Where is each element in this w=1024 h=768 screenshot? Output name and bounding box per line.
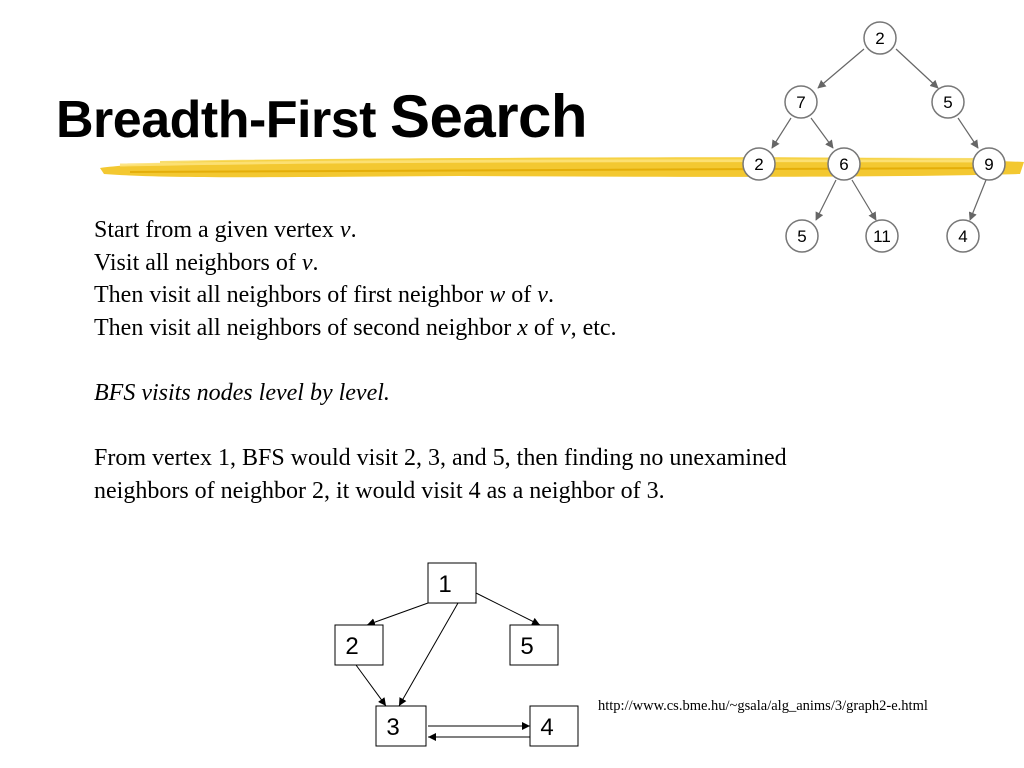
text-line: Then visit all neighbors of first neighbor w of v.	[94, 282, 554, 309]
tree-edge-2-5	[896, 49, 938, 88]
tree-edge-2-7	[818, 49, 864, 88]
text-line: neighbors of neighbor 2, it would visit 4 as a neighbor of 3.	[94, 477, 665, 504]
graph-node-2	[335, 625, 383, 665]
tree-node	[828, 148, 860, 180]
svg-text:3: 3	[386, 714, 400, 741]
svg-text:4: 4	[958, 227, 968, 246]
svg-text:2: 2	[754, 155, 764, 174]
title-part1: Breadth-First	[56, 91, 376, 149]
tree-edge-7-6	[811, 118, 833, 148]
text-line: Then visit all neighbors of second neighbor x of v, etc.	[94, 314, 617, 341]
svg-text:4: 4	[540, 714, 554, 741]
title-part2: Search	[389, 83, 588, 150]
svg-text:9: 9	[984, 155, 994, 174]
svg-text:7: 7	[796, 93, 806, 112]
tree-node	[973, 148, 1005, 180]
source-url: http://www.cs.bme.hu/~gsala/alg_anims/3/graph2-e.html	[598, 698, 928, 714]
slide-body	[94, 214, 974, 507]
text-line: From vertex 1, BFS would visit 2, 3, and 5, then finding no unexamined	[94, 445, 787, 472]
italic-statement: BFS visits nodes level by level.	[94, 379, 390, 406]
graph-node-4	[530, 706, 578, 746]
graph-edge-1-3	[399, 603, 458, 706]
graph-node-1	[428, 563, 476, 603]
graph-node-3	[376, 706, 426, 746]
tree-node	[743, 148, 775, 180]
svg-text:5: 5	[943, 93, 953, 112]
svg-text:1: 1	[438, 571, 452, 598]
tree-edge-5-9	[958, 118, 978, 148]
bfs-graph-diagram	[320, 555, 600, 760]
svg-text:2: 2	[345, 633, 359, 660]
slide-title	[56, 82, 587, 151]
graph-edge-1-5	[476, 593, 540, 625]
text-line: Start from a given vertex v.	[94, 217, 357, 243]
text-line: Visit all neighbors of v.	[94, 249, 319, 276]
graph-edge-1-2	[367, 603, 428, 625]
graph-edge-2-3	[356, 665, 386, 706]
svg-text:6: 6	[839, 155, 849, 174]
tree-node	[785, 86, 817, 118]
tree-node	[864, 22, 896, 54]
graph-node-5	[510, 625, 558, 665]
svg-text:5: 5	[520, 633, 534, 660]
tree-node	[932, 86, 964, 118]
svg-text:5: 5	[797, 227, 807, 246]
tree-edge-7-2	[772, 118, 791, 148]
svg-text:11: 11	[873, 227, 891, 246]
svg-text:2: 2	[875, 29, 885, 48]
